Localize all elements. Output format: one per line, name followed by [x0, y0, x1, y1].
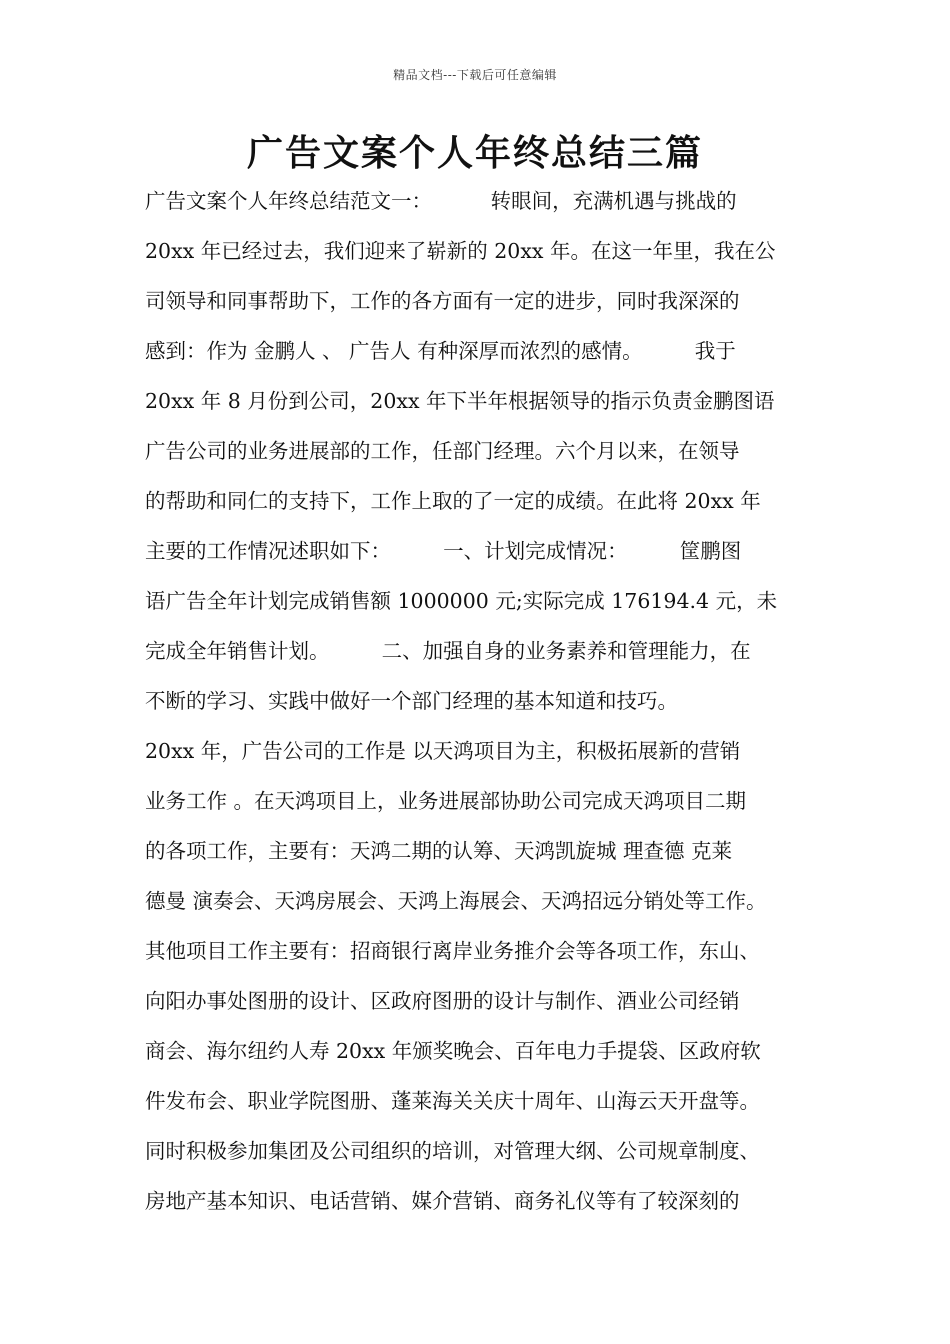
body-line: 业务工作 。在天鸿项目上，业务进展部协助公司完成天鸿项目二期 [145, 789, 747, 813]
body-line: 完成全年销售计划。 二、加强自身的业务素养和管理能力，在 [145, 639, 751, 663]
body-line: 20xx 年 8 月份到公司，20xx 年下半年根据领导的指示负责金鹏图语 [145, 389, 775, 413]
body-line: 同时积极参加集团及公司组织的培训，对管理大纲、公司规章制度、 [145, 1139, 760, 1163]
document-title: 广告文案个人年终总结三篇 [246, 132, 703, 174]
body-line: 广告文案个人年终总结范文一： 转眼间，充满机遇与挑战的 [145, 189, 737, 213]
body-line: 件发布会、职业学院图册、蓬莱海关关庆十周年、山海云天开盘等。 [145, 1089, 760, 1113]
page-header: 精品文档---下载后可任意编辑 [393, 68, 557, 82]
body-line: 其他项目工作主要有：招商银行离岸业务推介会等各项工作，东山、 [145, 939, 760, 963]
body-line: 房地产基本知识、电话营销、媒介营销、商务礼仪等有了较深刻的 [145, 1189, 740, 1213]
body-line: 20xx 年，广告公司的工作是 以天鸿项目为主，积极拓展新的营销 [145, 739, 741, 763]
body-line: 广告公司的业务进展部的工作，任部门经理。六个月以来，在领导 [145, 439, 740, 463]
body-line: 感到：作为 金鹏人 、 广告人 有种深厚而浓烈的感情。 我于 [145, 339, 736, 363]
body-line: 商会、海尔纽约人寿 20xx 年颁奖晚会、百年电力手提袋、区政府软 [145, 1039, 761, 1063]
document-body [145, 176, 825, 1226]
body-line: 司领导和同事帮助下，工作的各方面有一定的进步，同时我深深的 [145, 289, 740, 313]
body-line: 主要的工作情况述职如下： 一、计划完成情况： 筐鹏图 [145, 539, 742, 563]
body-line: 德曼 演奏会、天鸿房展会、天鸿上海展会、天鸿招远分销处等工作。 [145, 889, 767, 913]
body-line: 20xx 年已经过去，我们迎来了崭新的 20xx 年。在这一年里，我在公 [145, 239, 776, 263]
body-line: 语广告全年计划完成销售额 1000000 元;实际完成 176194.4 元，未 [145, 589, 778, 613]
body-line: 向阳办事处图册的设计、区政府图册的设计与制作、酒业公司经销 [145, 989, 740, 1013]
body-line: 的各项工作，主要有：天鸿二期的认筹、天鸿凯旋城 理查德 克莱 [145, 839, 733, 863]
body-line: 的帮助和同仁的支持下，工作上取的了一定的成绩。在此将 20xx 年 [145, 489, 761, 513]
body-line: 不断的学习、实践中做好一个部门经理的基本知道和技巧。 [145, 689, 678, 713]
